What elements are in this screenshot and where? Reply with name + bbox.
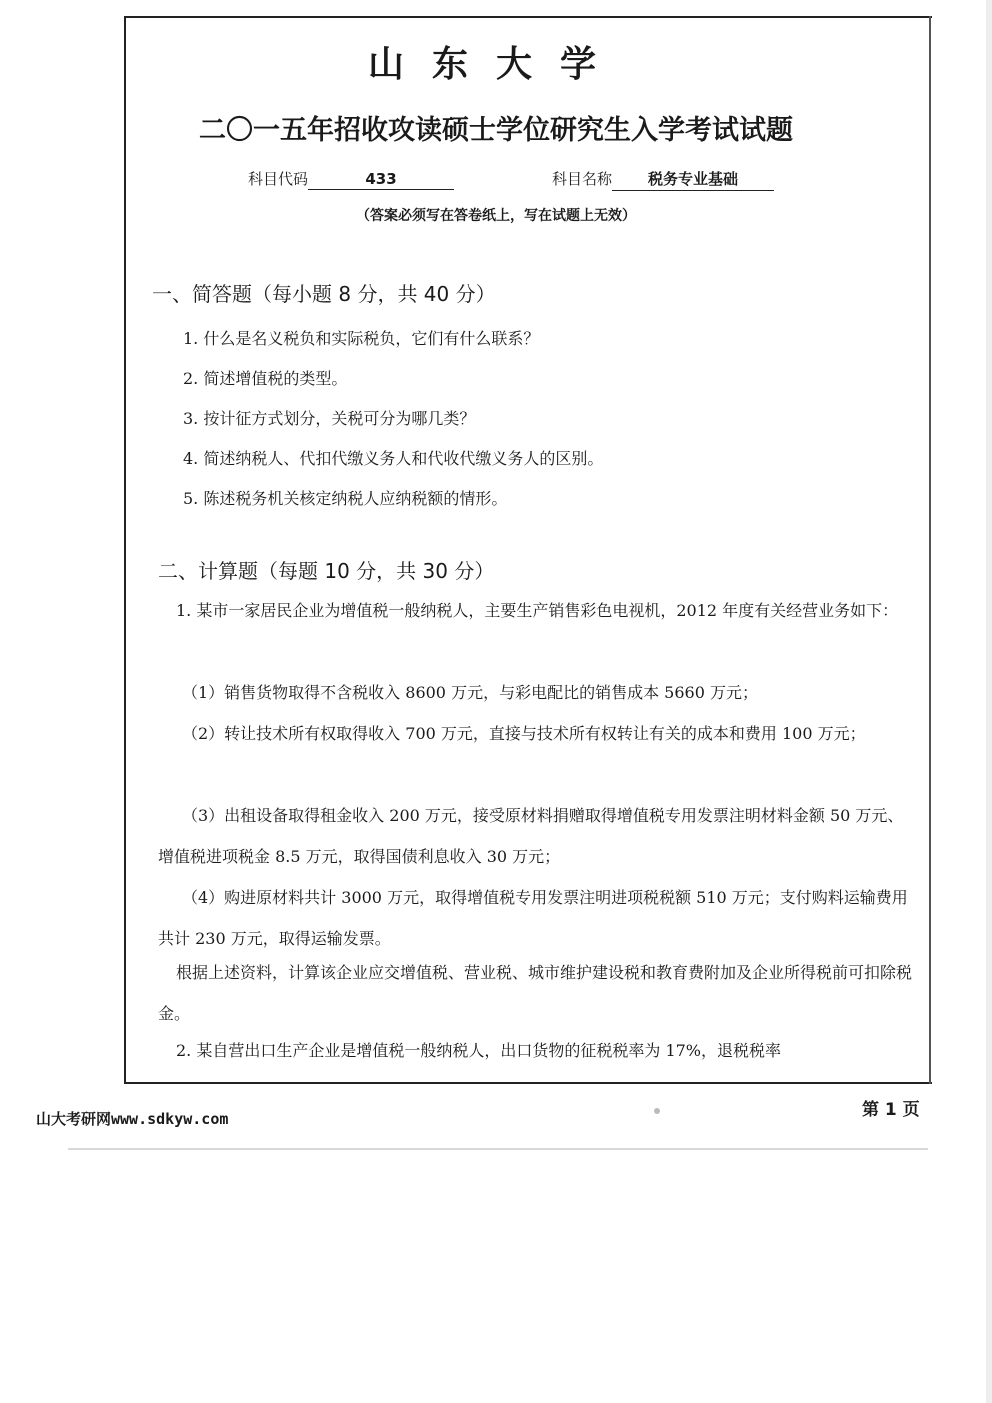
subject-name-row	[552, 168, 774, 191]
subject-code-label: 科目代码	[248, 170, 309, 188]
subject-code-value: 433	[308, 170, 454, 190]
question-item: 4. 简述纳税人、代扣代缴义务人和代收代缴义务人的区别。	[183, 449, 604, 468]
calc-question-1-item: （3）出租设备取得租金收入 200 万元，接受原材料捐赠取得增值税专用发票注明材料金额 50 万元、增值税进项税金 8.5 万元，取得国债利息收入 30 万元；	[158, 806, 904, 866]
calc-question-1-item: （1）销售货物取得不含税收入 8600 万元，与彩电配比的销售成本 5660 万元；	[182, 683, 758, 702]
exam-title: 二〇一五年招收攻读硕士学位研究生入学考试试题	[199, 115, 793, 146]
page-frame-right	[929, 16, 931, 1084]
calc-question-1-intro: 1. 某市一家居民企业为增值税一般纳税人，主要生产销售彩色电视机，2012 年度有关经营业务如下：	[176, 601, 899, 620]
question-item: 3. 按计征方式划分，关税可分为哪几类？	[183, 409, 476, 428]
calc-question-1-item: （2）转让技术所有权取得收入 700 万元，直接与技术所有权转让有关的成本和费用 100 万元；	[182, 724, 866, 743]
subject-name-label: 科目名称	[552, 170, 613, 188]
footer-site: 山大考研网www.sdkyw.com	[36, 1110, 229, 1128]
section2-heading: 二、计算题（每题 10 分，共 30 分）	[158, 559, 495, 583]
section1-heading: 一、简答题（每小题 8 分，共 40 分）	[152, 282, 496, 306]
subject-code-row	[248, 168, 454, 190]
page-number: 第 1 页	[862, 1100, 920, 1120]
question-item: 1. 什么是名义税负和实际税负，它们有什么联系？	[183, 329, 540, 348]
answer-note: （答案必须写在答卷纸上，写在试题上无效）	[356, 208, 636, 224]
scan-line	[68, 1148, 928, 1150]
calc-question-2-start: 2. 某自营出口生产企业是增值税一般纳税人，出口货物的征税税率为 17%，退税税率	[176, 1041, 782, 1060]
question-item: 2. 简述增值税的类型。	[183, 369, 348, 388]
scan-speck	[654, 1108, 660, 1114]
calc-question-1-task: 根据上述资料，计算该企业应交增值税、营业税、城市维护建设税和教育费附加及企业所得税前可扣除税金。	[158, 963, 913, 1023]
question-item: 5. 陈述税务机关核定纳税人应纳税额的情形。	[183, 489, 508, 508]
university-name: 山东大学	[367, 44, 624, 85]
calc-question-1-item: （4）购进原材料共计 3000 万元，取得增值税专用发票注明进项税税额 510 万元；支付购料运输费用共计 230 万元，取得运输发票。	[158, 888, 908, 948]
subject-name-value: 税务专业基础	[612, 168, 774, 191]
